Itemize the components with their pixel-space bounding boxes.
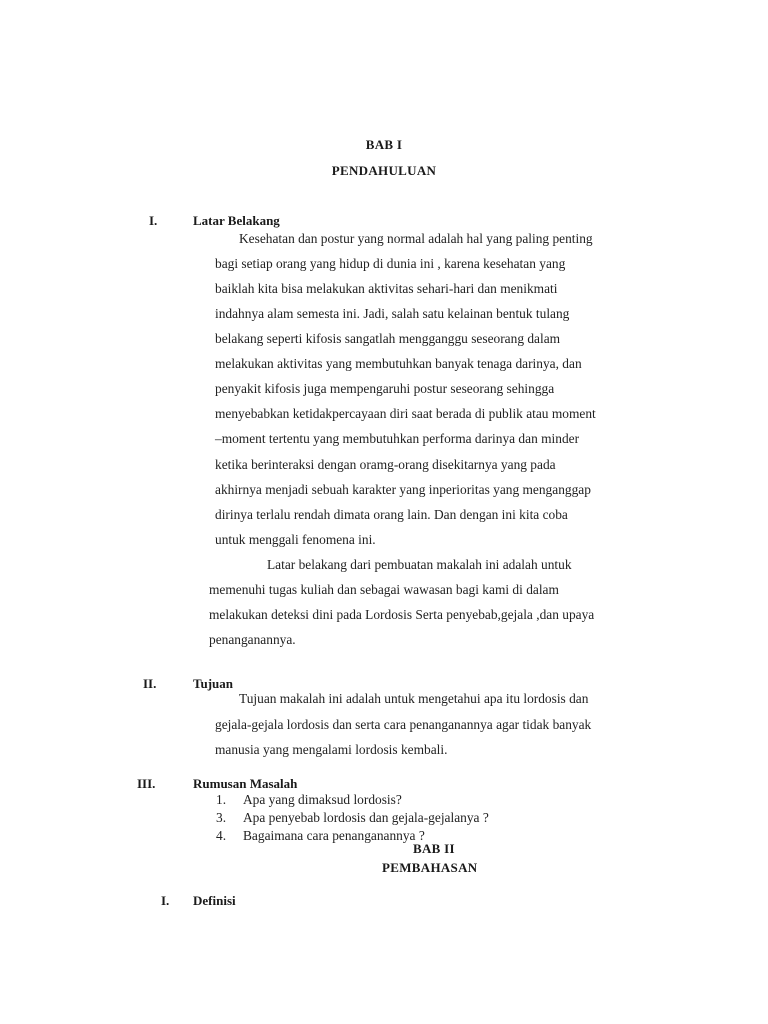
section-numeral: III. (137, 776, 156, 791)
list-item-number: 1. (216, 792, 227, 807)
section-heading-definisi: Definisi (193, 893, 236, 908)
paragraph-line: ketika berinteraksi dengan oramg-orang disekitarnya yang pada (215, 457, 556, 472)
paragraph-line: –moment tertentu yang membutuhkan performa darinya dan minder (215, 431, 580, 446)
section-heading-latar-belakang: Latar Belakang (193, 213, 280, 228)
paragraph-line: manusia yang mengalami lordosis kembali. (215, 742, 448, 757)
paragraph-line: indahnya alam semesta ini. Jadi, salah satu kelainan bentuk tulang (215, 306, 570, 321)
paragraph-line: melakukan aktivitas yang membutuhkan banyak tenaga darinya, dan (215, 356, 582, 371)
paragraph-line: memenuhi tugas kuliah dan sebagai wawasan bagi kami di dalam (209, 582, 559, 597)
section-numeral: I. (161, 893, 170, 908)
paragraph-line: Tujuan makalah ini adalah untuk mengetahui apa itu lordosis dan (239, 691, 589, 706)
section-numeral: I. (149, 213, 158, 228)
section-heading-tujuan: Tujuan (193, 676, 233, 691)
paragraph-line: bagi setiap orang yang hidup di dunia ini , karena kesehatan yang (215, 256, 566, 271)
paragraph-line: Latar belakang dari pembuatan makalah ini adalah untuk (267, 557, 572, 572)
paragraph-line: penanganannya. (209, 632, 296, 647)
section-numeral: II. (143, 676, 157, 691)
paragraph-line: belakang seperti kifosis sangatlah mengganggu seseorang dalam (215, 331, 561, 346)
list-item-text: Apa yang dimaksud lordosis? (243, 792, 402, 807)
list-item-number: 3. (216, 810, 227, 825)
chapter-title: BAB I (365, 137, 403, 152)
list-item-number: 4. (216, 828, 227, 843)
chapter-title: BAB II (413, 841, 455, 856)
paragraph-line: baiklah kita bisa melakukan aktivitas sehari-hari dan menikmati (215, 281, 558, 296)
paragraph-line: Kesehatan dan postur yang normal adalah hal yang paling penting (239, 231, 593, 246)
paragraph-line: untuk menggali fenomena ini. (215, 532, 376, 547)
chapter-subtitle: PENDAHULUAN (331, 163, 437, 178)
list-item-text: Apa penyebab lordosis dan gejala-gejalanya ? (243, 810, 489, 825)
paragraph-line: dirinya terlalu rendah dimata orang lain. Dan dengan ini kita coba (215, 507, 568, 522)
paragraph-line: gejala-gejala lordosis dan serta cara penanganannya agar tidak banyak (215, 717, 592, 732)
paragraph-line: melakukan deteksi dini pada Lordosis Serta penyebab,gejala ,dan upaya (209, 607, 595, 622)
paragraph-line: menyebabkan ketidakpercayaan diri saat berada di publik atau moment (215, 406, 596, 421)
chapter-subtitle: PEMBAHASAN (382, 860, 478, 875)
list-item-text: Bagaimana cara penanganannya ? (243, 828, 425, 843)
paragraph-line: penyakit kifosis juga mempengaruhi postur seseorang sehingga (215, 381, 555, 396)
paragraph-line: akhirnya menjadi sebuah karakter yang inperioritas yang menganggap (215, 482, 591, 497)
section-heading-rumusan-masalah: Rumusan Masalah (193, 776, 298, 791)
